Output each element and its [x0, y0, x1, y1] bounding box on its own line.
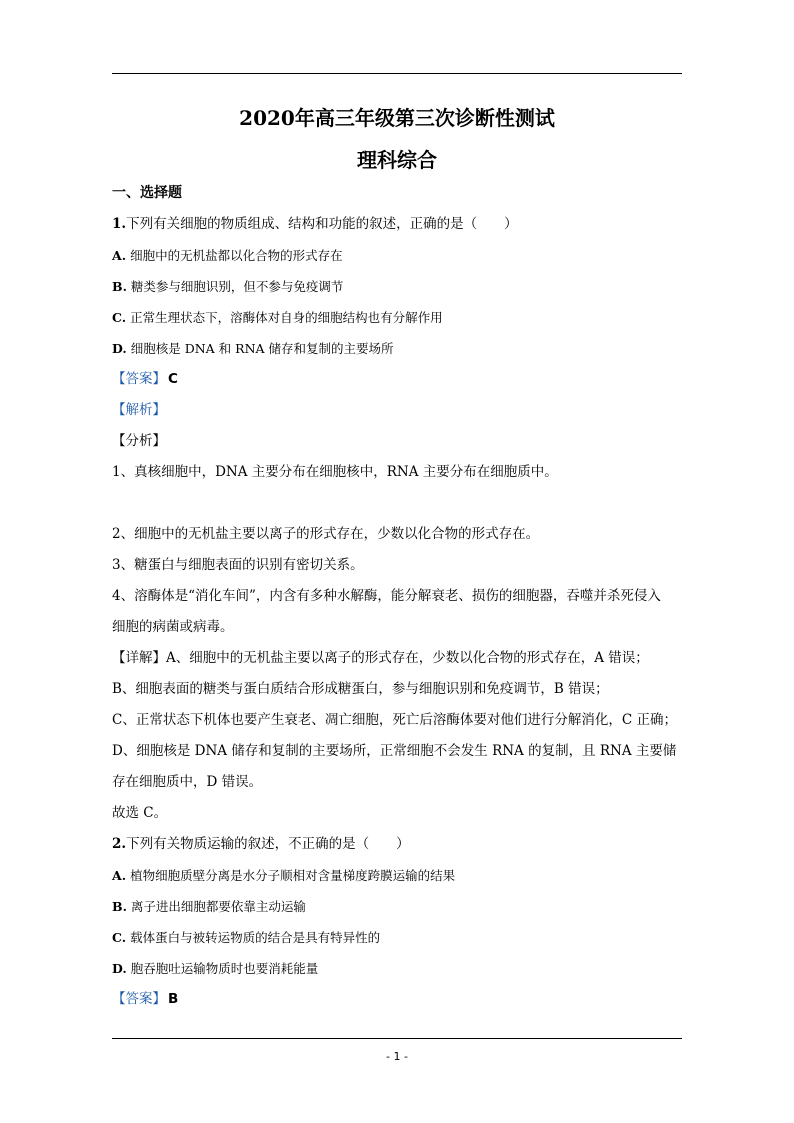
question-2-option-b: B. 离子进出细胞都要依靠主动运输 [112, 899, 306, 914]
question-2-stem: 2.下列有关物质运输的叙述，不正确的是（ ） [112, 836, 410, 852]
section-heading: 一、选择题 [112, 185, 182, 201]
analysis-tag: 【解析】 [112, 402, 166, 418]
question-2-number: 2. [112, 836, 127, 852]
document-page [112, 92, 682, 1015]
question-2-option-a: A. 植物细胞质壁分离是水分子顺相对含量梯度跨膜运输的结果 [112, 868, 456, 883]
analysis-point-1: 1、真核细胞中，DNA 主要分布在细胞核中，RNA 主要分布在细胞质中。 [112, 464, 558, 480]
question-2-answer [112, 984, 682, 1015]
answer-value: C [168, 371, 178, 387]
question-1-stem: 1.下列有关细胞的物质组成、结构和功能的叙述，正确的是（ ） [112, 216, 518, 232]
analysis-point-4: 4、溶酶体是“消化车间”，内含有多种水解酶，能分解衰老、损伤的细胞器，吞噬并杀死侵入 [112, 588, 661, 604]
detail-line-4: D、细胞核是 DNA 储存和复制的主要场所，正常细胞不会发生 RNA 的复制，且 RNA 主要储 [112, 743, 677, 759]
page-number: - 1 - [386, 1050, 408, 1063]
answer-value: B [168, 991, 179, 1007]
detail-line-1: 【详解】A、细胞中的无机盐主要以离子的形式存在，少数以化合物的形式存在，A 错误； [112, 650, 649, 666]
answer-tag: 【答案】 [112, 991, 166, 1007]
spacer [112, 488, 682, 519]
analysis-point-2: 2、细胞中的无机盐主要以离子的形式存在，少数以化合物的形式存在。 [112, 526, 540, 542]
detail-tag: 【详解】 [112, 650, 166, 666]
question-1-option-b: B. 糖类参与细胞识别，但不参与免疫调节 [112, 279, 344, 294]
document-subtitle: 理科综合 [357, 148, 437, 172]
detail-line-3: C、正常状态下机体也要产生衰老、凋亡细胞，死亡后溶酶体要对他们进行分解消化，C 正确； [112, 712, 677, 728]
question-1-number: 1. [112, 216, 127, 232]
question-1-option-d: D. 细胞核是 DNA 和 RNA 储存和复制的主要场所 [112, 341, 394, 356]
answer-tag: 【答案】 [112, 371, 166, 387]
question-1-conclusion: 故选 C。 [112, 805, 168, 821]
question-1-option-a: A. 细胞中的无机盐都以化合物的形式存在 [112, 248, 343, 263]
fenxi-tag: 【分析】 [112, 433, 166, 449]
question-1-answer [112, 364, 682, 395]
question-2-option-c: C. 载体蛋白与被转运物质的结合是具有特异性的 [112, 930, 381, 945]
header-rule [112, 73, 682, 74]
question-1-option-c: C. 正常生理状态下，溶酶体对自身的细胞结构也有分解作用 [112, 310, 443, 325]
analysis-point-4-cont: 细胞的病菌或病毒。 [112, 619, 234, 635]
question-2-option-d: D. 胞吞胞吐运输物质时也要消耗能量 [112, 961, 319, 976]
document-title: 2020年高三年级第三次诊断性测试 [239, 106, 555, 130]
detail-line-5: 存在细胞质中，D 错误。 [112, 774, 263, 790]
analysis-point-3: 3、糖蛋白与细胞表面的识别有密切关系。 [112, 557, 364, 573]
detail-line-2: B、细胞表面的糖类与蛋白质结合形成糖蛋白，参与细胞识别和免疫调节，B 错误； [112, 681, 609, 697]
footer-rule [112, 1038, 682, 1039]
